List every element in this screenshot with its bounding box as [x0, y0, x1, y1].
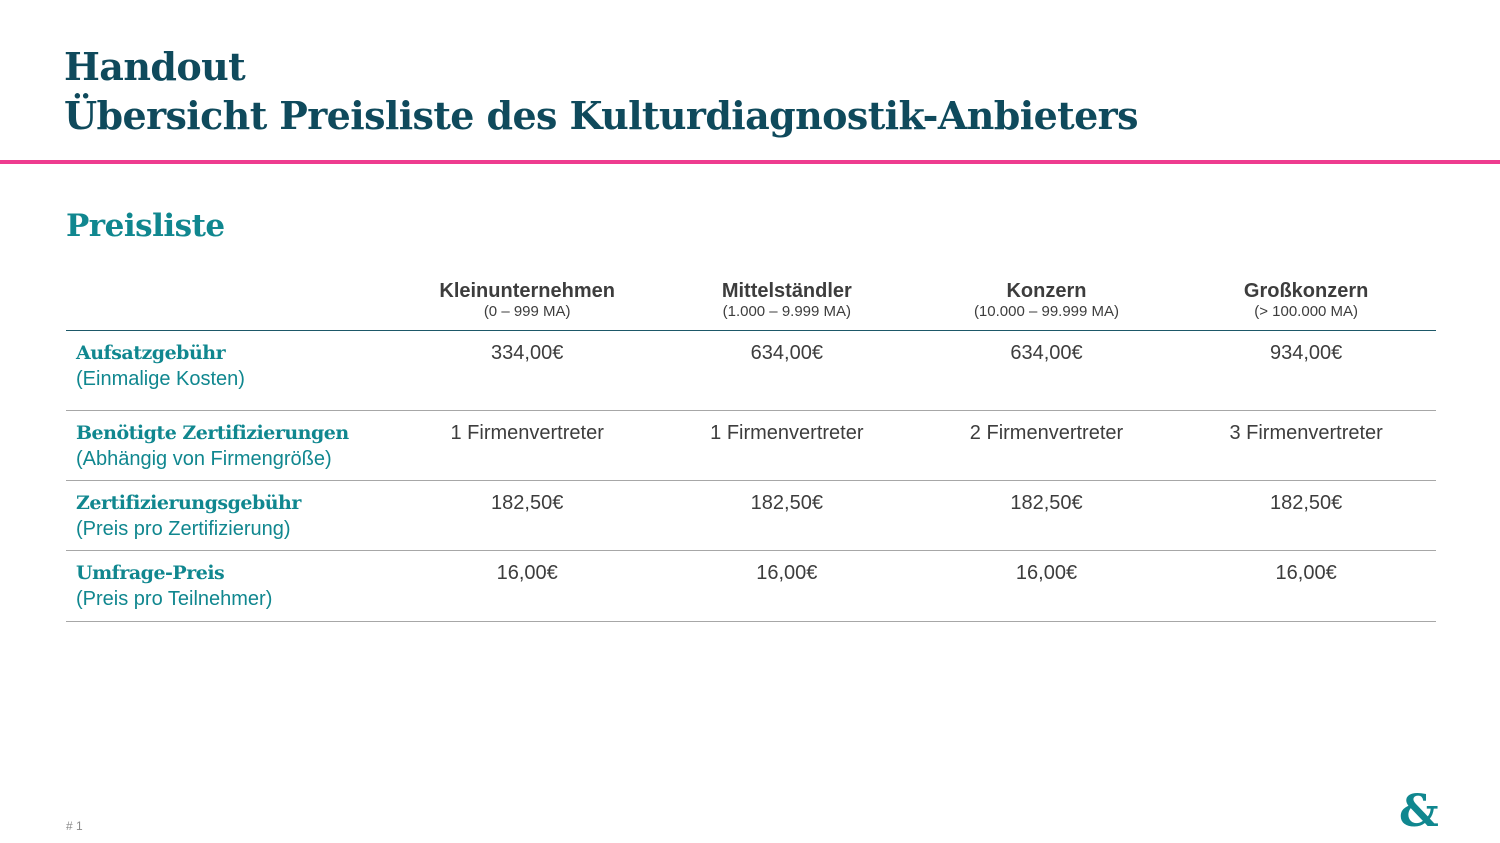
column-header-konzern: [917, 276, 1177, 330]
table-cell: 1 Firmenvertreter: [450, 422, 604, 444]
table-cell: 16,00€: [1275, 562, 1337, 584]
column-header-range: (10.000 – 99.999 MA): [973, 303, 1120, 320]
page-number: # 1: [66, 819, 83, 833]
table-cell: 334,00€: [491, 342, 564, 364]
table-cell: 182,50€: [1010, 492, 1083, 514]
row-label: [66, 551, 397, 621]
page-title: [64, 42, 1138, 140]
table-cell: 182,50€: [491, 492, 564, 514]
table-cell: 2 Firmenvertreter: [969, 422, 1124, 444]
column-header-range: (0 – 999 MA): [483, 303, 571, 320]
table-cell: 16,00€: [756, 562, 818, 584]
row-label-main: Umfrage-Preis: [76, 562, 225, 584]
column-header-name: Mittelständler: [721, 280, 852, 302]
title-line-1: Handout: [64, 44, 246, 89]
row-label-main: Zertifizierungsgebühr: [76, 492, 301, 514]
column-header-name: Konzern: [1006, 280, 1087, 302]
row-label-main: Benötigte Zertifizierungen: [76, 422, 349, 444]
table-row-zertifizierungsgebuehr: [66, 481, 1436, 551]
row-label-main: Aufsatzgebühr: [76, 342, 226, 364]
price-table: [66, 276, 1436, 622]
column-header-name: Großkonzern: [1243, 280, 1369, 302]
table-row-aufsatzgebuehr: [66, 331, 1436, 411]
column-header-kleinunternehmen: [397, 276, 657, 330]
table-cell: 3 Firmenvertreter: [1229, 422, 1383, 444]
table-cell: 1 Firmenvertreter: [710, 422, 864, 444]
column-header-grosskonzern: [1176, 276, 1436, 330]
table-cell: 634,00€: [1010, 342, 1083, 364]
row-label-sub: (Abhängig von Firmengröße): [76, 448, 332, 470]
table-row-umfrage-preis: [66, 551, 1436, 622]
row-label-sub: (Einmalige Kosten): [76, 368, 245, 390]
column-header-range: (1.000 – 9.999 MA): [722, 303, 852, 320]
table-cell: 16,00€: [496, 562, 558, 584]
row-label: [66, 411, 397, 480]
table-cell: 16,00€: [1015, 562, 1078, 584]
column-header-range: (> 100.000 MA): [1254, 303, 1359, 320]
table-cell: 934,00€: [1269, 342, 1343, 364]
table-row-zertifizierungen: [66, 411, 1436, 481]
table-cell: 634,00€: [750, 342, 823, 364]
title-line-2: Übersicht Preisliste des Kulturdiagnostik-Anbieters: [64, 93, 1138, 138]
table-header-empty: [66, 276, 397, 330]
column-header-mittelstaendler: [657, 276, 917, 330]
ampersand-logo-icon: &: [1399, 786, 1439, 837]
column-header-name: Kleinunternehmen: [439, 280, 615, 302]
table-cell: 182,50€: [750, 492, 823, 514]
header-divider: [0, 160, 1500, 164]
table-cell: 182,50€: [1269, 492, 1343, 514]
row-label-sub: (Preis pro Zertifizierung): [76, 518, 291, 540]
row-label: [66, 481, 397, 550]
row-label-sub: (Preis pro Teilnehmer): [76, 588, 273, 610]
row-label: [66, 331, 397, 410]
table-header-row: [66, 276, 1436, 331]
section-title: Preisliste: [66, 208, 225, 244]
